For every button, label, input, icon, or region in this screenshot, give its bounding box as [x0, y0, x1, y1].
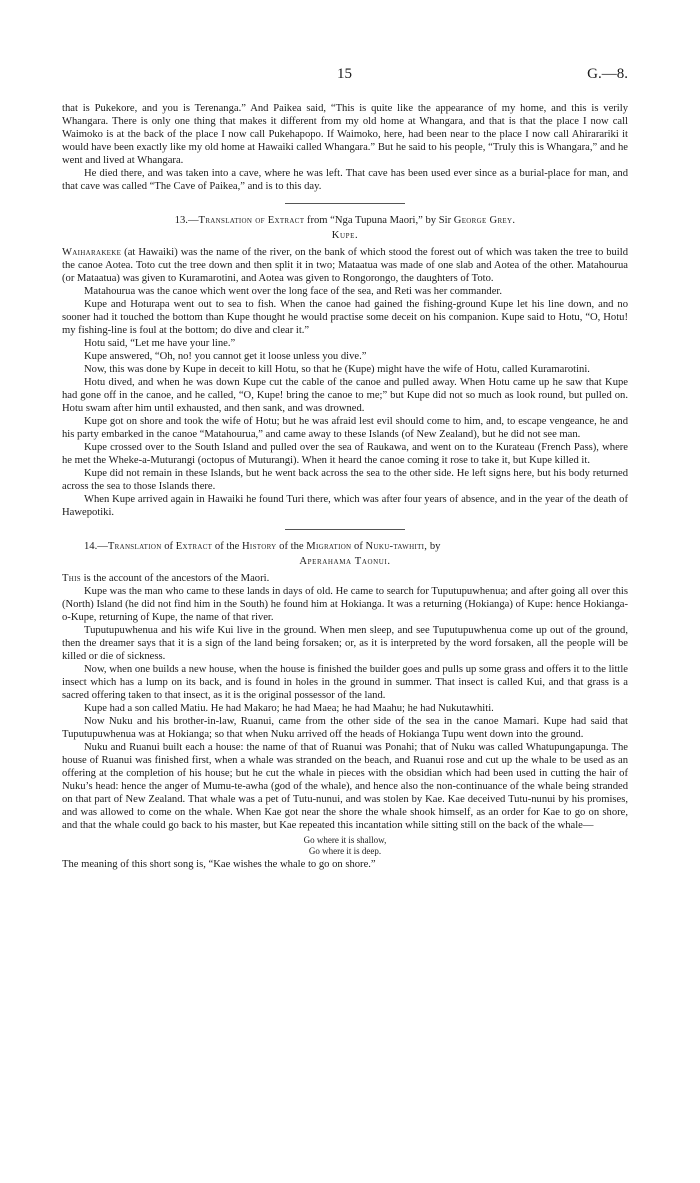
section-14-title: [62, 540, 628, 553]
intro-paragraph: that is Pukekore, and you is Terenanga.” And Paikea said, “This is quite like the appearance of my home, and this is verily Whangara. There is only one thing that makes it different from my old home at Whangara, and that is that the place I now call Waimoko is at the back of the place I now call Pukehapopo. If Waimoko, here, had been near to the place I now call Ahirarariki it would have been exactly like my old home at Hawaiki called Whangara.” But he said to his people, “Truly this is Whangara,” and he went and lived at Whangara.: [62, 103, 628, 166]
section-14-title-sc: Extract: [175, 541, 213, 552]
section-13-paragraph: When Kupe arrived again in Hawaiki he found Turi there, which was after four years of absence, and in the year of the death of Hawepotiki.: [62, 494, 628, 518]
section-14-title-text: by: [427, 541, 441, 552]
incantation: [62, 835, 628, 857]
section-14-paragraph: Tuputupuwhenua and his wife Kui live in the ground. When men sleep, and see Tuputupuwhenua come up out of the ground, then the dreamer says that it is a sign of the land being forsaken; or, as it is interpreted by the word forsaken, all the people will be killed or die of sickness.: [62, 625, 628, 662]
section-13-paragraph: Kupe got on shore and took the wife of Hotu; but he was afraid lest evil should come to him, and, to escape vengeance, he and his party embarked in the canoe “Matahourua,” and came away to these Islands (of New Zealand), but he did not see man.: [62, 416, 628, 440]
section-14-title-sc: Translation: [107, 541, 162, 552]
section-13-paragraph: Hotu dived, and when he was down Kupe cut the cable of the canoe and pulled away. When Hotu came up he saw that Kupe had gone off in the canoe, and he called, “O, Kupe! bring the canoe to me;” but Kupe did not so much as look round, but pulled on. Hotu swam after him until exhausted, and then sank, and was drowned.: [62, 377, 628, 414]
section-13-title-sc: Translation of Extract: [198, 215, 305, 226]
section-13-paragraph: Hotu said, “Let me have your line.”: [84, 338, 236, 349]
paragraph-text: is the account of the ancestors of the Maori.: [80, 573, 270, 584]
intro-paragraph: He died there, and was taken into a cave, where he was left. That cave has been used ever since as a burial-place for man, and that cave was called “The Cave of Paikea,” and is to this day.: [62, 168, 628, 192]
lead-word: Waiharakeke: [62, 247, 122, 258]
section-14-title-sc: History: [241, 541, 277, 552]
section-14-title-text: of: [351, 541, 366, 552]
section-13-paragraph: Matahourua was the canoe which went over the long face of the sea, and Reti was her commander.: [84, 286, 503, 297]
lead-word: This: [62, 573, 81, 584]
incantation-line: Go where it is deep.: [308, 846, 382, 856]
page-number: 15: [337, 66, 352, 82]
closing-paragraph: The meaning of this short song is, “Kae wishes the whale to go on shore.”: [62, 859, 376, 870]
incantation-line: Go where it is shallow,: [303, 835, 387, 845]
section-14-paragraph: Kupe was the man who came to these lands in days of old. He came to search for Tuputupuwhenua; and after going all over this (North) Island (he did not find him in the South) he found him at Hokianga. It was a returning (Hokianga) of Kupe: hence Hokianga-o-Kupe, returning of Kupe, the name of that river.: [62, 586, 628, 623]
section-14-paragraph: Now Nuku and his brother-in-law, Ruanui, came from the other side of the sea in the canoe Mamari. Kupe had said that Tuputupuwhenua was at Hokianga; so that when Nuku arrived off the heads of Hokianga Tupu went down into the ground.: [62, 716, 628, 740]
section-divider: [285, 203, 405, 204]
section-14-title-sc: Migration: [306, 541, 352, 552]
section-14-paragraph: Kupe had a son called Matiu. He had Makaro; he had Maea; he had Maahu; he had Nukutawhiti.: [84, 703, 494, 714]
page-header: [62, 66, 628, 86]
paragraph-text: (at Hawaiki) was the name of the river, on the bank of which stood the forest out of which was taken the tree to build the canoe Aotea. Toto cut the tree down and then split it in two; Mataatua was made of one slab and Aotea of the other. Matahourua (or Mataatua) was given to Kuramarotini, and Aotea was given to Rongorongo, the daughters of Toto.: [62, 247, 628, 284]
section-13-title: [62, 214, 628, 227]
section-14-author: Aperahama Taonui.: [299, 556, 391, 567]
section-13-title-text: from “Nga Tupuna Maori,” by Sir: [304, 215, 454, 226]
section-14-title-text: of the: [212, 541, 242, 552]
section-14-title-sc: Nuku-tawhiti,: [365, 541, 428, 552]
page-content: [62, 102, 628, 871]
section-14-paragraph: Nuku and Ruanui built each a house: the name of that of Ruanui was Ponahi; that of Nuku was called Whatupungapunga. The house of Ruanui was finished first, when a whale was stranded on the beach, and Ruanui rose and cut up the whale to be used as an offering at the completion of his house; but he cut the whale in pieces with the obsidian which had been used in cutting the hair of Nuku’s head: hence the anger of Mumu-te-awha (god of the whale), and hence also the non-continuance of the whale being stranded on that part of New Zealand. That whale was a pet of Tutu-nunui, and was stolen by Kae. Kae deceived Tutu-nunui by his promises, and was allowed to come on the whale. When Kae got near the shore the whale shook himself, as an order for Kae to go on shore, and that the whale could go back to his master, but Kae repeated this incantation while sitting still on the back of the whale—: [62, 742, 628, 831]
section-divider: [285, 529, 405, 530]
section-14-first-paragraph: [62, 572, 628, 585]
section-13-number: 13.—: [174, 215, 199, 226]
section-13-paragraph: Kupe crossed over to the South Island and pulled over the sea of Raukawa, and went on to the Kurateau (French Pass), where he met the Wheke-a-Muturangi (octopus of Muturangi). When it heard the canoe coming it rose to take it, but Kupe killed it.: [62, 442, 628, 466]
section-13-paragraph: Now, this was done by Kupe in deceit to kill Hotu, so that he (Kupe) might have the wife of Hotu, called Kuramarotini.: [84, 364, 590, 375]
section-13-paragraph: Kupe answered, “Oh, no! you cannot get it loose unless you dive.”: [84, 351, 367, 362]
section-13-paragraph: Kupe did not remain in these Islands, but he went back across the sea to the other side. He left signs here, but his body returned across the sea to those Islands there.: [62, 468, 628, 492]
section-14-paragraph: Now, when one builds a new house, when the house is finished the builder goes and pulls up some grass and offers it to the little insect which has a lump on its back, and is found in holes in the ground in summer. That insect is called Kui, and that grass is a sacred offering taken to that insect, as it is the original possessor of the land.: [62, 664, 628, 701]
section-13-paragraph: Kupe and Hoturapa went out to sea to fish. When the canoe had gained the fishing-ground Kupe let his line down, and no sooner had it touched the bottom than Kupe thought he would practise some deceit on his companion. Kupe said to Hotu, “O, Hotu! my fishing-line is foul at the bottom; do dive and clear it.”: [62, 299, 628, 336]
section-14-title-text: of the: [276, 541, 307, 552]
section-13-subtitle: Kupe.: [331, 230, 359, 241]
section-14-title-text: of: [161, 541, 176, 552]
section-14-number: 14.—: [84, 541, 108, 552]
document-reference: G.—8.: [587, 66, 628, 82]
section-13-first-paragraph: [62, 246, 628, 285]
section-13-author: George Grey.: [453, 215, 516, 226]
